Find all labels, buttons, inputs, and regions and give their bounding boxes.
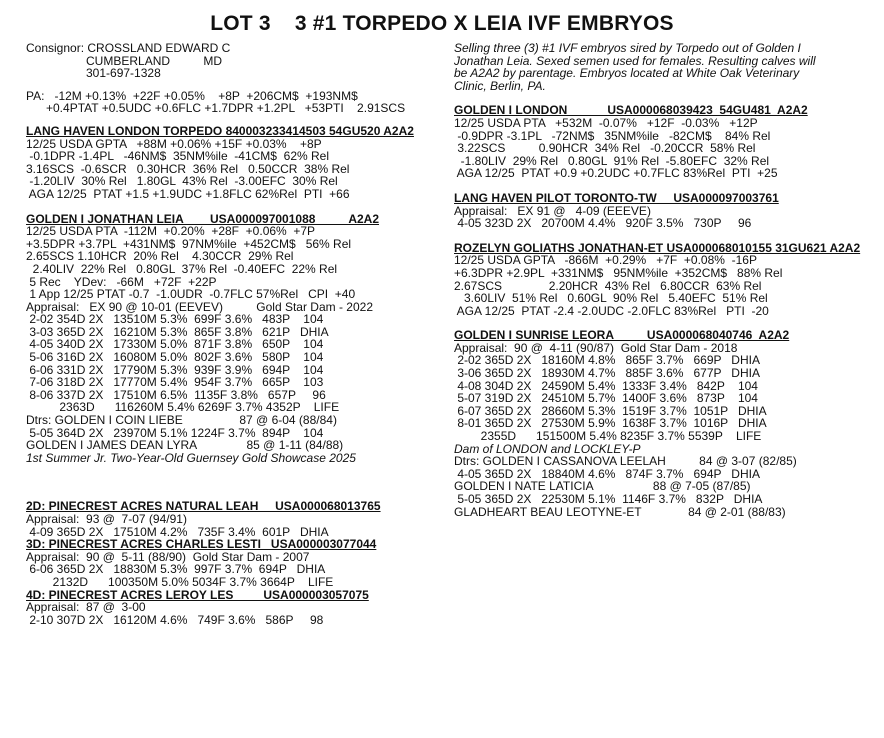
record-line: 2.67SCS 2.20HCR 43% Rel 6.80CCR 63% Rel: [454, 278, 762, 293]
record-line: 2132D 100350M 5.0% 5034F 3.7% 3664P LIFE: [26, 574, 334, 589]
record-line: Dtrs: GOLDEN I CASSANOVA LEELAH 84 @ 3-07 (82/85): [454, 454, 797, 469]
animal-heading: LANG HAVEN LONDON TORPEDO 840003233414503 54GU520 A2A2: [26, 123, 414, 138]
record-line: 3-03 365D 2X 16210M 5.3% 865F 3.8% 621P DHIA: [26, 324, 329, 339]
record-line: 3-06 365D 2X 18930M 4.7% 885F 3.6% 677P DHIA: [454, 366, 760, 381]
record-line: +0.4PTAT +0.5UDC +0.6FLC +1.7DPR +1.2PL +53PTI 2.91SCS: [26, 101, 406, 116]
note-line: Clinic, Berlin, PA.: [454, 78, 546, 93]
note-line: Dam of LONDON and LOCKLEY-P: [454, 441, 641, 456]
record-line: Appraisal: EX 90 @ 10-01 (EEVEV) Gold Star Dam - 2022: [26, 299, 373, 314]
record-line: 4-05 340D 2X 17330M 5.0% 871F 3.8% 650P 104: [26, 337, 324, 352]
animal-heading: GOLDEN I LONDON USA000068039423 54GU481 A2A2: [454, 103, 808, 118]
record-line: Appraisal: EX 91 @ 4-09 (EEEVE): [454, 203, 651, 218]
note-line: be A2A2 by parentage. Embryos located at White Oak Veterinary: [454, 66, 800, 81]
record-line: 2-02 354D 2X 13510M 5.3% 699F 3.6% 483P 104: [26, 312, 324, 327]
spacer: [26, 201, 446, 213]
note-line: Selling three (3) #1 IVF embryos sired by Torpedo out of Golden I: [454, 41, 801, 55]
record-line: 12/25 USDA PTA -112M +0.20% +28F +0.06% +7P: [26, 224, 316, 239]
record-line: 5-05 364D 2X 23970M 5.1% 1224F 3.7% 894P 104: [26, 425, 324, 440]
record-line: 2.40LIV 22% Rel 0.80GL 37% Rel -0.40EFC 22% Rel: [26, 261, 338, 276]
record-line: 5-05 365D 2X 22530M 5.1% 1146F 3.7% 832P DHIA: [454, 492, 763, 506]
record-line: 7-06 318D 2X 17770M 5.4% 954F 3.7% 665P 103: [26, 375, 324, 390]
record-line: 12/25 USDA GPTA +88M +0.06% +15F +0.03% +8P: [26, 136, 322, 151]
record-line: 4-05 365D 2X 18840M 4.6% 874F 3.7% 694P DHIA: [454, 466, 760, 481]
record-line: PA: -12M +0.13% +22F +0.05% +8P +206CM$ +193NM$: [26, 88, 358, 103]
record-line: 8-06 337D 2X 17510M 6.5% 1135F 3.8% 657P 96: [26, 387, 326, 402]
record-line: 301-697-1328: [26, 66, 161, 81]
record-line: Appraisal: 90 @ 5-11 (88/90) Gold Star Dam - 2007: [26, 549, 310, 564]
spacer: [454, 230, 874, 242]
record-line: 6-07 365D 2X 28660M 5.3% 1519F 3.7% 1051P DHIA: [454, 403, 767, 418]
record-line: 12/25 USDA GPTA -866M +0.29% +7F +0.08% -16P: [454, 253, 757, 268]
animal-heading: 3D: PINECREST ACRES CHARLES LESTI USA000003077044: [26, 537, 377, 552]
record-line: 8-01 365D 2X 27530M 5.9% 1638F 3.7% 1016P DHIA: [454, 416, 767, 431]
record-line: 12/25 USDA PTA +532M -0.07% +12F -0.03% +12P: [454, 115, 758, 130]
left-column: [26, 42, 446, 626]
note-line: 1st Summer Jr. Two-Year-Old Guernsey Gold Showcase 2025: [26, 450, 356, 465]
animal-heading: GOLDEN I JONATHAN LEIA USA000097001088 A2A2: [26, 211, 380, 226]
record-line: 4-09 365D 2X 17510M 4.2% 735F 3.4% 601P DHIA: [26, 524, 329, 539]
record-line: 4-08 304D 2X 24590M 5.4% 1333F 3.4% 842P 104: [454, 378, 758, 393]
record-line: 6-06 331D 2X 17790M 5.3% 939F 3.9% 694P 104: [26, 362, 324, 377]
record-line: 2355D 151500M 5.4% 8235F 3.7% 5539P LIFE: [454, 429, 762, 444]
record-line: +6.3DPR +2.9PL +331NM$ 95NM%ile +352CM$ 88% Rel: [454, 265, 783, 280]
animal-heading: GOLDEN I SUNRISE LEORA USA000068040746 A2A2: [454, 328, 790, 343]
record-line: Dtrs: GOLDEN I COIN LIEBE 87 @ 6-04 (88/84): [26, 413, 337, 428]
record-line: GLADHEART BEAU LEOTYNE-ET 84 @ 2-01 (88/83): [454, 504, 786, 519]
record-line: CUMBERLAND MD: [26, 53, 223, 68]
record-line: AGA 12/25 PTAT -2.4 -2.0UDC -2.0FLC 83%Rel PTI -20: [454, 303, 769, 318]
note-line: Jonathan Leia. Sexed semen used for females. Resulting calves will: [454, 53, 816, 68]
record-line: 5-07 319D 2X 24510M 5.7% 1400F 3.6% 873P 104: [454, 391, 758, 406]
record-line: Appraisal: 90 @ 4-11 (90/87) Gold Star Dam - 2018: [454, 340, 738, 355]
record-line: 2-02 365D 2X 18160M 4.8% 865F 3.7% 669P DHIA: [454, 353, 760, 368]
record-line: 3.16SCS -0.6SCR 0.30HCR 36% Rel 0.50CCR 38% Rel: [26, 161, 350, 176]
record-line: 1 App 12/25 PTAT -0.7 -1.0UDR -0.7FLC 57%Rel CPI +40: [26, 287, 356, 302]
record-line: Appraisal: 93 @ 7-07 (94/91): [26, 512, 187, 526]
lot-title: LOT 3 3 #1 TORPEDO X LEIA IVF EMBRYOS: [210, 12, 674, 35]
record-line: 2363D 116260M 5.4% 6269F 3.7% 4352P LIFE: [26, 400, 340, 415]
record-line: 4-05 323D 2X 20700M 4.4% 920F 3.5% 730P 96: [454, 216, 752, 231]
record-line: +3.5DPR +3.7PL +431NM$ 97NM%ile +452CM$ 56% Rel: [26, 236, 352, 251]
record-line: Appraisal: 87 @ 3-00: [26, 600, 146, 615]
record-line: 3.22SCS 0.90HCR 34% Rel -0.20CCR 58% Rel: [454, 141, 756, 156]
record-line: -1.20LIV 30% Rel 1.80GL 43% Rel -3.00EFC 30% Rel: [26, 174, 338, 189]
spacer: [26, 464, 446, 500]
record-line: 3.60LIV 51% Rel 0.60GL 90% Rel 5.40EFC 51% Rel: [454, 291, 768, 306]
record-line: -0.9DPR -3.1PL -72NM$ 35NM%ile -82CM$ 84% Rel: [454, 128, 771, 143]
animal-heading: 4D: PINECREST ACRES LEROY LES USA000003057075: [26, 587, 369, 602]
right-column: [454, 42, 874, 518]
animal-heading: ROZELYN GOLIATHS JONATHAN-ET USA000068010155 31GU621 A2A2: [454, 240, 861, 255]
record-line: AGA 12/25 PTAT +1.5 +1.9UDC +1.8FLC 62%Rel PTI +66: [26, 186, 350, 201]
record-line: AGA 12/25 PTAT +0.9 +0.2UDC +0.7FLC 83%Rel PTI +25: [454, 166, 778, 181]
animal-heading: 2D: PINECREST ACRES NATURAL LEAH USA000068013765: [26, 499, 381, 514]
record-line: -1.80LIV 29% Rel 0.80GL 91% Rel -5.80EFC 32% Rel: [454, 153, 770, 168]
animal-heading: LANG HAVEN PILOT TORONTO-TW USA000097003761: [454, 190, 779, 205]
record-line: 2.65SCS 1.10HCR 20% Rel 4.30CCR 29% Rel: [26, 249, 294, 264]
record-line: GOLDEN I NATE LATICIA 88 @ 7-05 (87/85): [454, 479, 751, 494]
record-line: -0.1DPR -1.4PL -46NM$ 35NM%ile -41CM$ 62% Rel: [26, 149, 329, 164]
record-line: Consignor: CROSSLAND EDWARD C: [26, 41, 231, 55]
record-line: 5 Rec YDev: -66M +72F +22P: [26, 274, 217, 289]
record-line: 5-06 316D 2X 16080M 5.0% 802F 3.6% 580P 104: [26, 350, 324, 365]
record-line: 2-10 307D 2X 16120M 4.6% 749F 3.6% 586P 98: [26, 612, 324, 627]
record-line: 6-06 365D 2X 18830M 5.3% 997F 3.7% 694P DHIA: [26, 562, 326, 577]
record-line: GOLDEN I JAMES DEAN LYRA 85 @ 1-11 (84/88): [26, 438, 344, 453]
